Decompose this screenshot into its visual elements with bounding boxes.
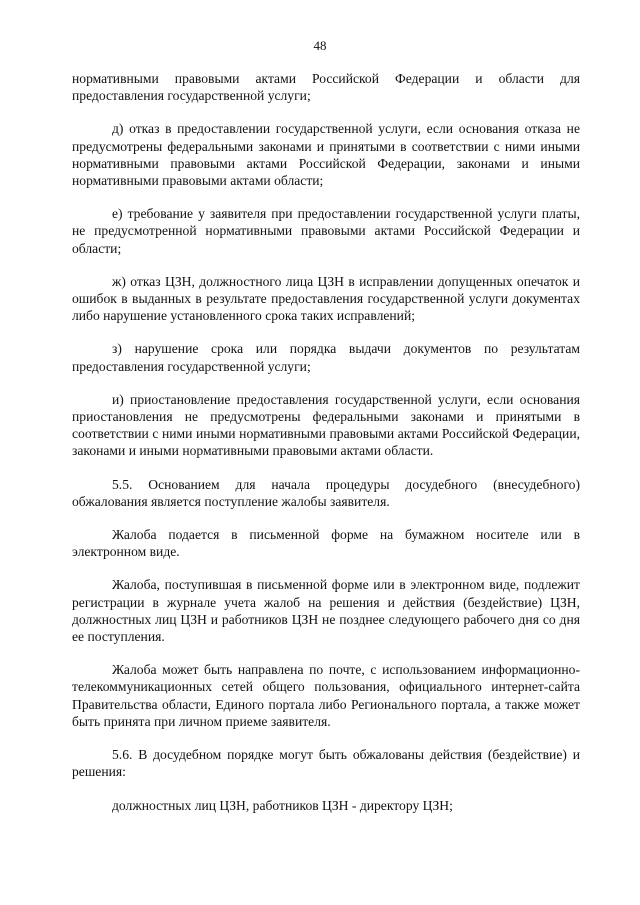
paragraph-item-e: е) требование у заявителя при предоставлении государственной услуги платы, не предусмотренной нормативными правовыми актами Российской Федерации и области; bbox=[72, 206, 580, 256]
paragraph-item-zh: ж) отказ ЦЗН, должностного лица ЦЗН в исправлении допущенных опечаток и ошибок в выданных в результате предоставления государственной услуги документах либо нарушение установленного срока таких исправлений; bbox=[72, 273, 580, 324]
paragraph-complaint-registration: Жалоба, поступившая в письменной форме или в электронном виде, подлежит регистрации в журнале учета жалоб на решения и действия (бездействие) ЦЗН, должностных лиц ЦЗН и работников ЦЗН не позднее следующего рабочего дня со дня ее поступления. bbox=[72, 577, 580, 645]
paragraph-item-i: и) приостановление предоставления государственной услуги, если основания приостановления не предусмотрены федеральными законами и принятыми в соответствии с ними иными нормативными правовыми актами Российской Федерации, законами и иными нормативными правовыми актами области. bbox=[72, 391, 580, 459]
paragraph-item-z: з) нарушение срока или порядка выдачи документов по результатам предоставления государственной услуги; bbox=[72, 341, 580, 374]
page-number: 48 bbox=[313, 38, 327, 53]
paragraph-section-5-6: 5.6. В досудебном порядке могут быть обжалованы действия (бездействие) и решения: bbox=[72, 747, 580, 780]
paragraph-complaint-channels: Жалоба может быть направлена по почте, с использованием информационно-телекоммуникационных сетей общего пользования, официального интернет-сайта Правительства области, Единого портала либо Регионального портала, а также может быть принята при личном приеме заявителя. bbox=[72, 662, 580, 729]
paragraph-section-5-5: 5.5. Основанием для начала процедуры досудебного (внесудебного) обжалования является поступление жалобы заявителя. bbox=[72, 476, 580, 509]
paragraph-complaint-form: Жалоба подается в письменной форме на бумажном носителе или в электронном виде. bbox=[72, 527, 580, 560]
paragraph-appeal-director: должностных лиц ЦЗН, работников ЦЗН - директору ЦЗН; bbox=[112, 797, 453, 813]
document-body bbox=[72, 70, 580, 830]
paragraph-item-d: д) отказ в предоставлении государственной услуги, если основания отказа не предусмотрены федеральными законами и принятыми в соответствии с ними иными нормативными правовыми актами Российской Федерации, законами и иными нормативными правовыми актами области; bbox=[72, 121, 580, 189]
paragraph-continuation: нормативными правовыми актами Российской Федерации и области для предоставления государственной услуги; bbox=[72, 71, 580, 104]
